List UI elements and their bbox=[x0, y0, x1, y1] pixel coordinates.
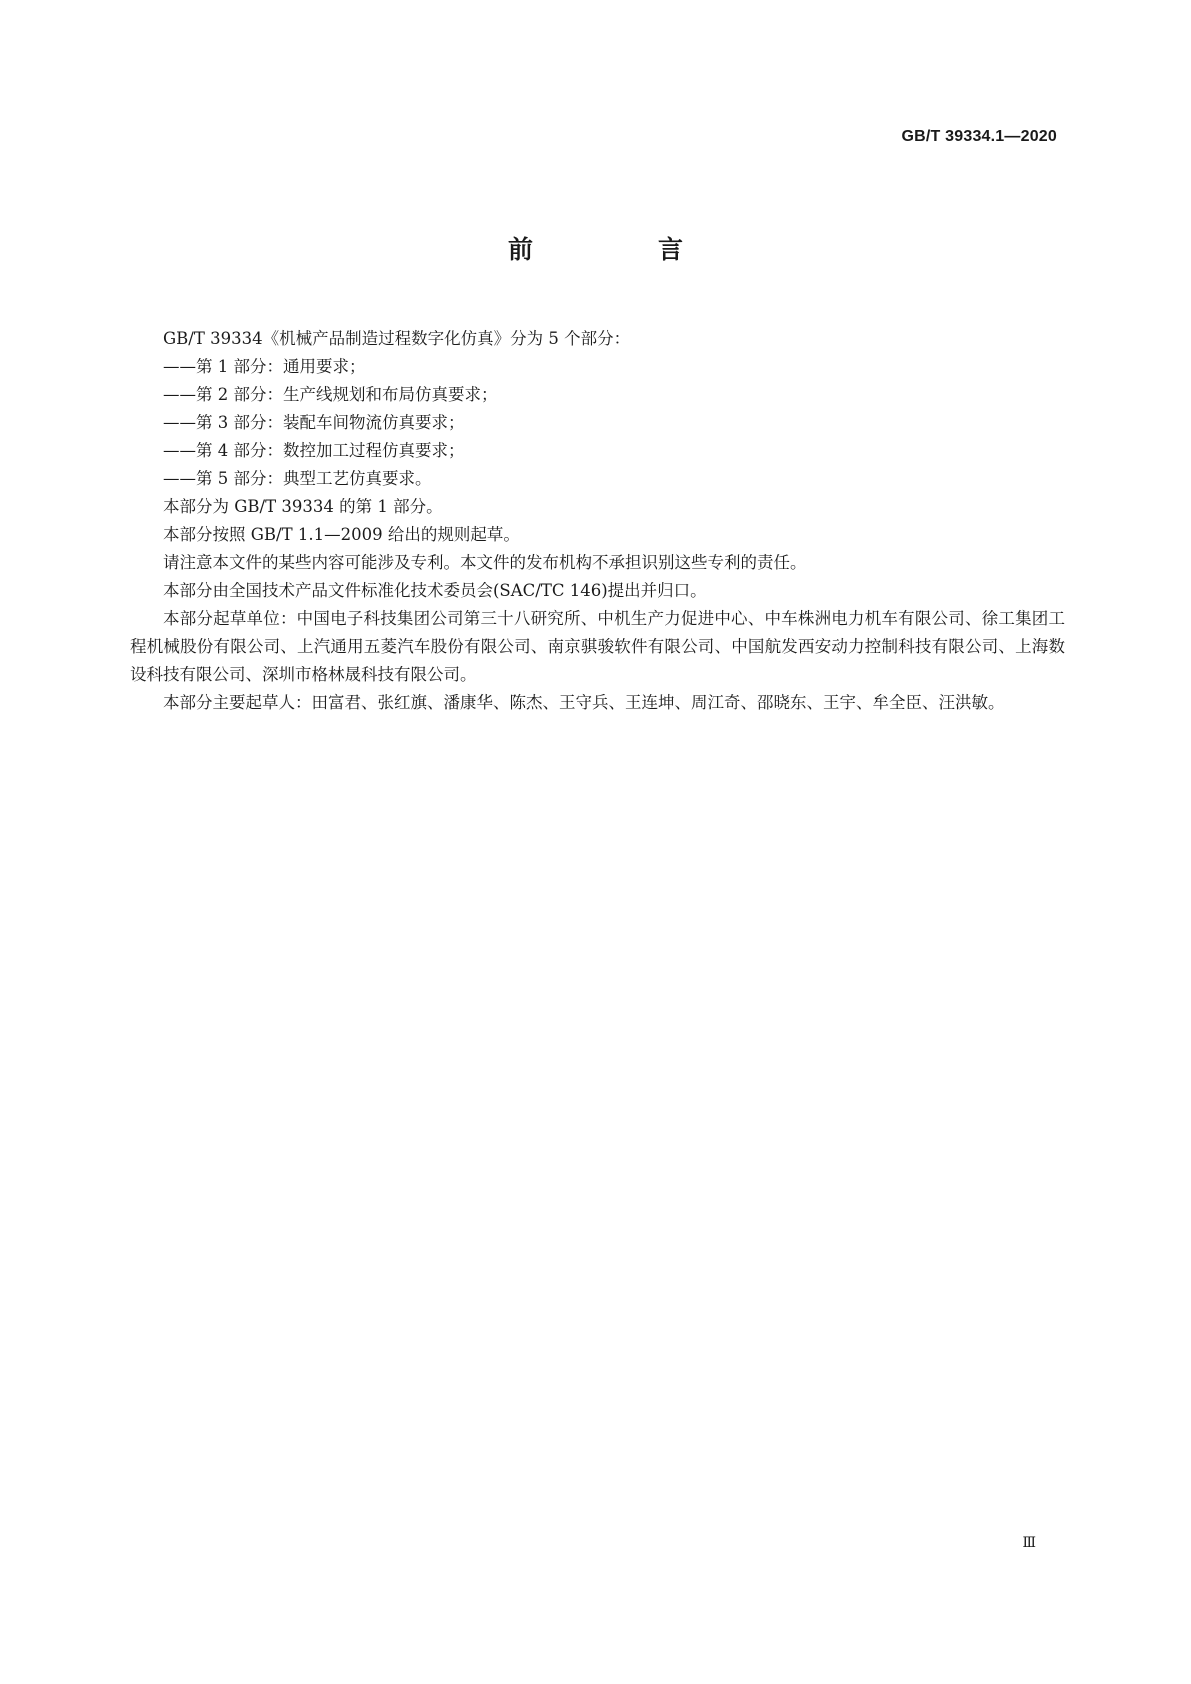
paragraph-structure-intro: GB/T 39334《机械产品制造过程数字化仿真》分为 5 个部分： bbox=[163, 329, 631, 348]
paragraph-proposer: 本部分由全国技术产品文件标准化技术委员会(SAC/TC 146)提出并归口。 bbox=[163, 581, 707, 600]
paragraph-drafting-units: 本部分起草单位：中国电子科技集团公司第三十八研究所、中机生产力促进中心、中车株洲电力机车有限公司、徐工集团工程机械股份有限公司、上汽通用五菱汽车股份有限公司、南京骐骏软件有限公司、中国航发西安动力控制科技有限公司、上海数设科技有限公司、深圳市格林晟科技有限公司。 bbox=[130, 609, 1065, 684]
list-item-part-5: ——第 5 部分：典型工艺仿真要求。 bbox=[163, 469, 432, 488]
foreword-body bbox=[130, 325, 1065, 717]
list-item-part-3: ——第 3 部分：装配车间物流仿真要求； bbox=[163, 413, 465, 432]
standard-code: GB/T 39334.1—2020 bbox=[901, 128, 1057, 145]
list-item-part-2: ——第 2 部分：生产线规划和布局仿真要求； bbox=[163, 385, 498, 404]
paragraph-part-statement: 本部分为 GB/T 39334 的第 1 部分。 bbox=[163, 497, 443, 516]
page-number: Ⅲ bbox=[1022, 1535, 1036, 1551]
paragraph-patent-notice: 请注意本文件的某些内容可能涉及专利。本文件的发布机构不承担识别这些专利的责任。 bbox=[163, 553, 807, 572]
list-item-part-4: ——第 4 部分：数控加工过程仿真要求； bbox=[163, 441, 465, 460]
paragraph-drafting-rules: 本部分按照 GB/T 1.1—2009 给出的规则起草。 bbox=[163, 525, 520, 544]
list-item-part-1: ——第 1 部分：通用要求； bbox=[163, 357, 366, 376]
paragraph-drafters: 本部分主要起草人：田富君、张红旗、潘康华、陈杰、王守兵、王连坤、周江奇、邵晓东、王宇、牟全臣、汪洪敏。 bbox=[163, 693, 1005, 712]
page-title: 前 言 bbox=[507, 235, 733, 264]
